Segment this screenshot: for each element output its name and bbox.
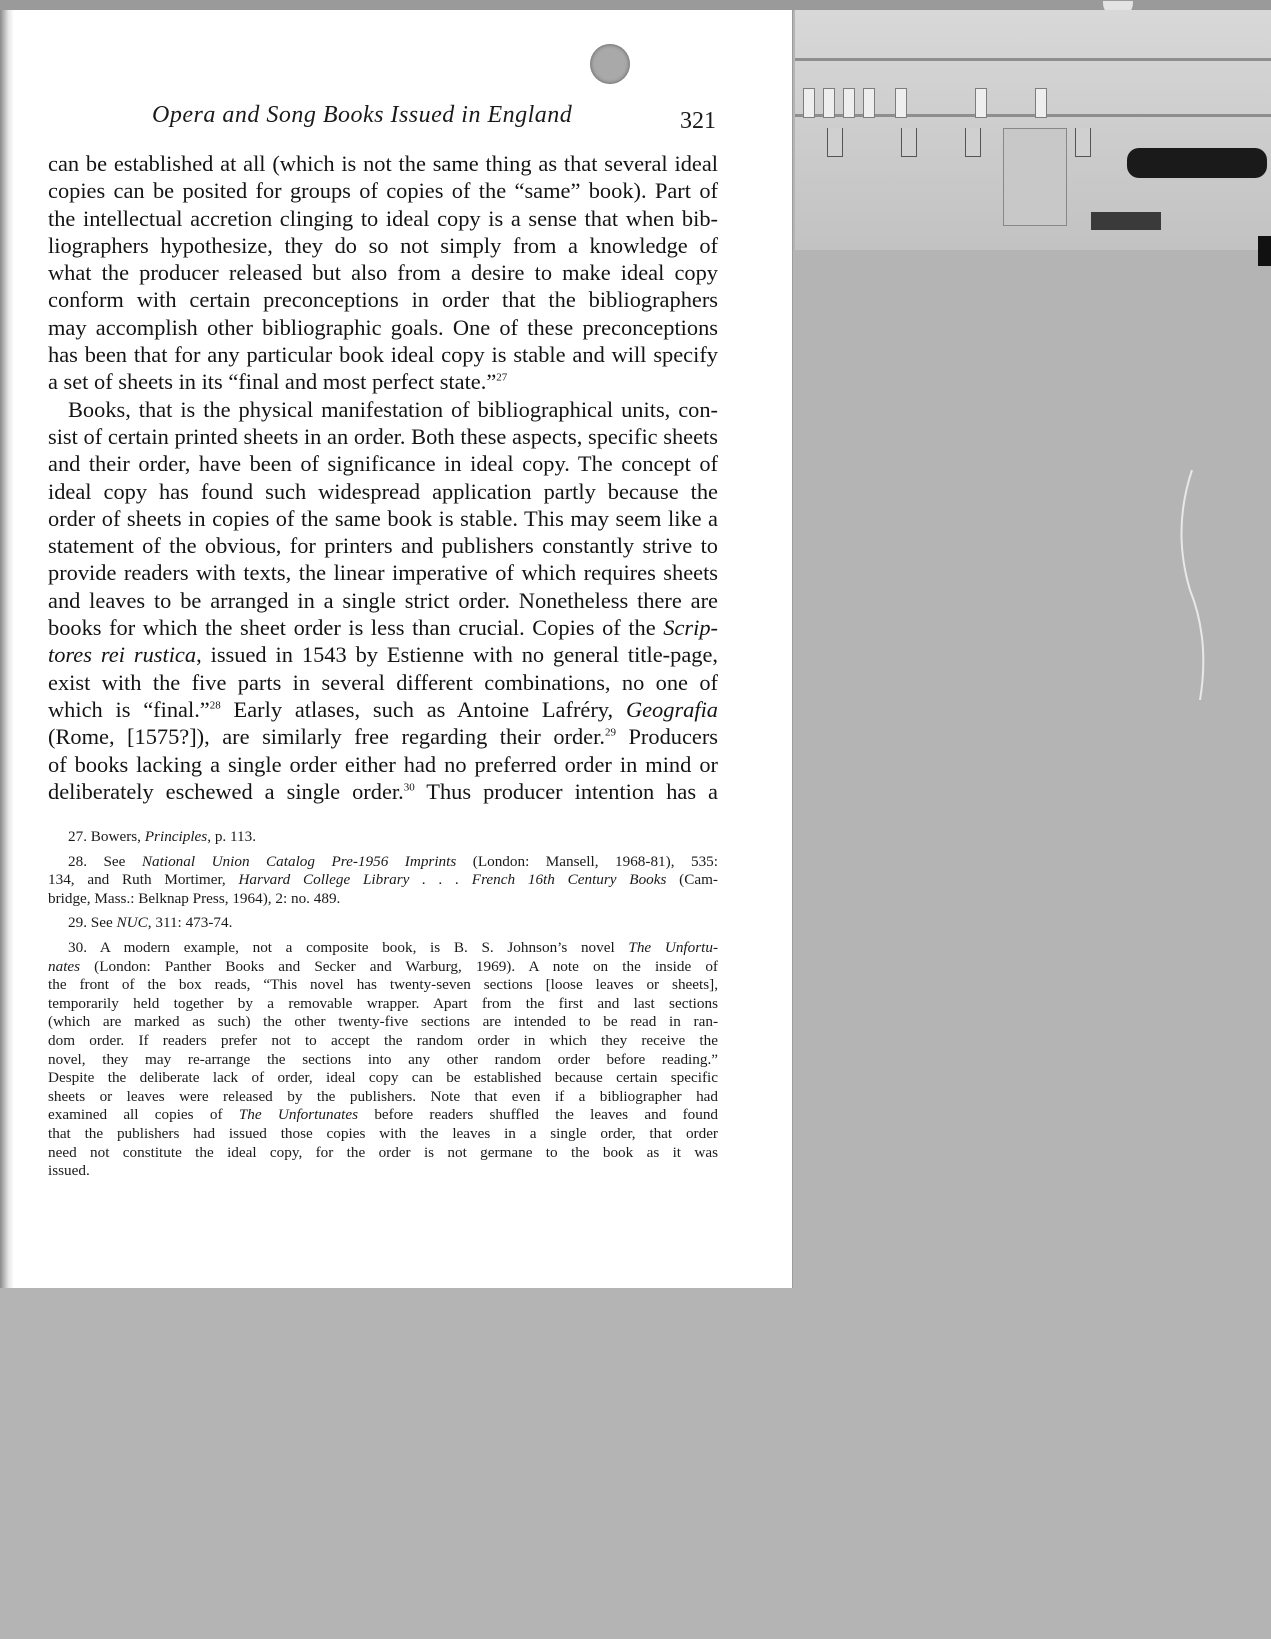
page-number: 321 [680, 108, 716, 134]
scanner-roller [1127, 148, 1267, 178]
body-text-run: ideal copy has found such widespread application partly because the [48, 478, 718, 504]
scanner-slot [823, 88, 835, 118]
scanner-slot [975, 88, 987, 118]
body-line [48, 150, 718, 177]
body-text-run: what the producer released but also from a desire to make ideal copy [48, 260, 718, 286]
body-text-run: and leaves to be arranged in a single strict order. Nonetheless there are [48, 587, 718, 613]
footnote-line: 30. A modern example, not a composite book, is B. S. Johnson’s novel The Unfortu- [68, 938, 719, 956]
body-text [48, 150, 718, 805]
body-text-run: a set of sheets in its “final and most perfect state.” [48, 369, 497, 395]
footnote-line: need not constitute the ideal copy, for the order is not germane to the book as it was [48, 1143, 718, 1161]
body-line [48, 696, 718, 723]
footnote-27 [48, 828, 718, 847]
body-text-run: Early atlases, such as Antoine Lafréry, [220, 696, 626, 722]
scanner-mechanism [795, 10, 1271, 250]
scanner-slot [863, 88, 875, 118]
body-line [48, 505, 718, 532]
running-head: Opera and Song Books Issued in England [152, 102, 573, 128]
body-text-run: Books, that is the physical manifestation of bibliographical units, con- [68, 396, 718, 422]
footnote-line: nates (London: Panther Books and Secker and Warburg, 1969). A note on the inside of [48, 957, 718, 975]
book-page [0, 10, 792, 1288]
body-text-run: of books lacking a single order either had no preferred order in mind or [48, 751, 718, 777]
body-line [48, 532, 718, 559]
scanner-slot [803, 88, 815, 118]
footnote-reference[interactable]: 27 [496, 371, 508, 384]
scanner-top-strip [0, 0, 1271, 10]
scanner-tab [965, 128, 981, 157]
body-line [48, 423, 718, 450]
body-line [48, 259, 718, 286]
footnote-line: examined all copies of The Unfortunates before readers shuffled the leaves and found [48, 1106, 719, 1124]
footnote-line: the front of the box reads, “This novel has twenty-seven sections [loose leaves or sheets], [48, 976, 718, 994]
body-text-run: and their order, have been of significance in ideal copy. The concept of [48, 451, 718, 477]
body-text-run: (Rome, [1575?]), are similarly free regarding their order. [48, 724, 605, 750]
scanner-tab [827, 128, 843, 157]
body-line [48, 177, 718, 204]
body-text-run: copies can be posited for groups of copies of the “same” book). Part of [48, 178, 718, 204]
body-line [48, 205, 718, 232]
scanner-tab [901, 128, 917, 157]
footnote-line: that the publishers had issued those copies with the leaves in a single order, that order [48, 1124, 718, 1142]
body-text-run: , issued in 1543 by Estienne with no general title-page, [196, 642, 718, 668]
footnote-line: 27. Bowers, Principles, p. 113. [68, 828, 257, 845]
body-line [48, 641, 718, 668]
scanner-slot [843, 88, 855, 118]
body-text-run: the intellectual accretion clinging to ideal copy is a sense that when bib- [48, 205, 718, 231]
footnote-line: (which are marked as such) the other twenty-five sections are intended to be read in ran- [48, 1013, 718, 1031]
body-text-run: provide readers with texts, the linear imperative of which requires sheets [48, 560, 718, 586]
body-text-run: can be established at all (which is not the same thing as that several ideal [48, 151, 718, 176]
scanner-rail [795, 58, 1271, 61]
footnote-line: 134, and Ruth Mortimer, Harvard College Library . . . French 16th Century Books (Cam- [48, 871, 718, 889]
footnote-reference[interactable]: 30 [403, 781, 415, 794]
scanner-tab [1075, 128, 1091, 157]
body-text-run: statement of the obvious, for printers and publishers constantly strive to [48, 533, 718, 559]
footnote-line: bridge, Mass.: Belknap Press, 1964), 2: no. 489. [48, 889, 341, 907]
footnote-reference[interactable]: 29 [604, 726, 616, 739]
body-text-run: exist with the five parts in several different combinations, no one of [48, 669, 718, 695]
body-text-run: has been that for any particular book ideal copy is stable and will specify [48, 342, 718, 368]
body-text-run: Producers [615, 724, 719, 750]
footnote-reference[interactable]: 28 [209, 699, 221, 712]
scanner-edge-mark [1258, 236, 1271, 266]
body-line [48, 669, 718, 696]
body-line [48, 314, 718, 341]
footnote-line: 29. See NUC, 311: 473-74. [68, 914, 233, 932]
scanner-glass-crease [1170, 470, 1230, 700]
body-text-run: sist of certain printed sheets in an order. Both these aspects, specific sheets [48, 423, 718, 449]
footnote-line: 28. See National Union Catalog Pre-1956 Imprints (London: Mansell, 1968-81), 535: [68, 852, 718, 870]
body-line [48, 286, 718, 313]
page-spine-shadow [0, 10, 14, 1288]
scanner-slot [895, 88, 907, 118]
body-text-run: books for which the sheet order is less than crucial. Copies of the [48, 615, 664, 641]
body-line [48, 723, 718, 750]
scanner-hinge [1003, 128, 1067, 226]
footnote-28 [48, 853, 718, 909]
footnote-line: Despite the deliberate lack of order, ideal copy can be established because certain specific [48, 1069, 718, 1087]
body-line [48, 614, 718, 641]
footnote-29 [48, 914, 718, 933]
body-line [48, 341, 718, 368]
body-line [48, 559, 718, 586]
scanner-block [1091, 212, 1161, 230]
footnote-line: temporarily held together by a removable wrapper. Apart from the first and last sections [48, 994, 718, 1012]
body-text-run: liographers hypothesize, they do so not simply from a knowledge of [48, 232, 718, 258]
scanner-slot [1035, 88, 1047, 118]
body-line [48, 778, 718, 805]
punch-hole [590, 44, 630, 84]
body-line [48, 450, 718, 477]
body-text-run: conform with certain preconceptions in order that the bibliographers [48, 287, 718, 313]
body-line [48, 232, 718, 259]
footnote-line: dom order. If readers prefer not to accept the random order in which they receive the [48, 1031, 718, 1049]
footnote-line: issued. [48, 1162, 90, 1180]
footnote-30 [48, 939, 718, 1181]
body-line [48, 751, 718, 778]
body-text-run: Thus producer intention has a [414, 778, 718, 804]
body-text-run: may accomplish other bibliographic goals. One of these preconceptions [48, 314, 718, 340]
footnote-line: novel, they may re-arrange the sections into any other random order before reading.” [48, 1050, 718, 1068]
body-line [48, 478, 718, 505]
body-text-run: tores rei rustica [48, 642, 197, 668]
body-text-run: Scrip- [663, 615, 718, 641]
footnotes [48, 828, 718, 1187]
body-text-run: order of sheets in copies of the same book is stable. This may seem like a [48, 505, 718, 531]
body-line [48, 368, 718, 395]
footnote-line: sheets or leaves were released by the publishers. Note that even if a bibliographer had [48, 1087, 718, 1105]
body-text-run: Geografia [625, 696, 718, 722]
body-text-run: deliberately eschewed a single order. [48, 778, 404, 804]
body-line [48, 396, 718, 423]
body-line [48, 587, 718, 614]
body-text-run: which is “final.” [48, 696, 210, 722]
